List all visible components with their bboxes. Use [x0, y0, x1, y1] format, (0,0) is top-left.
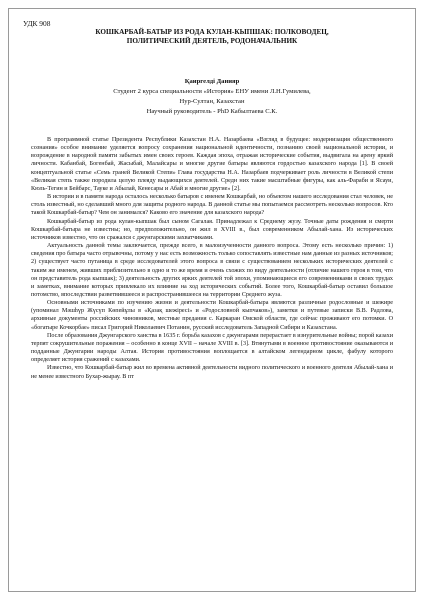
- article-body: [31, 136, 393, 381]
- article-title: [31, 28, 393, 46]
- document-page: [8, 8, 416, 592]
- author-block: [29, 77, 395, 117]
- paragraph: В программной статье Президента Республики Казахстан Н.А. Назарбаева «Взгляд в будущее: модернизация общественного сознания» особое внимание уделяется вопросу сохранения национальной идентичности, познанию своей национальной истории, и возрождение в народной памяти забытых имен своих героев. Каждая эпоха, отражая исторические события, выдвигала на арену яркий личности. Кабанбай, Богенбай, Жасыбай, Малайсары и многие другие батыры являются гордостью казахского народа [1]. В своей концептуальной статье «Семь граней Великой Степи» Глава государства Н.А. Назарбаев подчеркивает роль личности в Великой степи «Великая степь также породила целую плеяду выдающихся деятелей. Средн них такие масштабные фигуры, как аль-Фараби и Ясауи, Кюль-Тегин и Бейбарс, Тауке и Абылай, Кенесары и Абай и многие другие» [2].: [31, 137, 393, 192]
- paragraph: После образования Джунгарского ханства в 1635 г. борьба казахов с джунгарами перерастает в изнурительные войны; порой казахи терпят сокрушительные поражения – особенно в конце XVII – начале XVIII в. [3]. Втянутыми в военное противостояние оказываются и подданные Джунгарии народы Алтая. История противостояния воплощается в алтайском легендарном цикле, фабулу которого определяет история сражений с казахами.: [31, 332, 393, 364]
- author-city: Нур-Султан, Казахстан: [179, 98, 245, 105]
- title-line-1: КОШКАРБАЙ-БАТЫР ИЗ РОДА КУЛАН-КЫПШАК: ПОЛКОВОДЕЦ,: [95, 28, 329, 36]
- paragraph: Основными источниками по изучению жизни и деятельности Кошкарбай-батыра являются различные родословные и шежире (упоминал Мәшһүр Жүсүп Көпейұлы в «Қазақ шежіресі» и «Родословной кыпчаков»), заметки и путевые записки В.В. Радлова, архивные документы российских чиновников, местные предания с. Каркаран Омской области, где сейчас проживают его потомки. О «богатыре Кочкорбае» писал Григорий Николаевич Потанин, русский исследователь Западной Сибири и Казахстана.: [31, 300, 393, 331]
- paragraph: Актуальность данной темы заключается, прежде всего, в малоизученности данного вопроса. Этому есть несколько причин: 1) сведения про батыра часто отрывочны, потому у нас есть возможность только сопоставлять известные нам данные из разных источников; 2) существует часто путаница в среде исследователей этого вопроса в связи с существованием нескольких исторических деятелей с таким же именем, живших приблизительно в одно и то же время и очень схожих по виду деятельности (отличие нашего героя в том, что он представитель рода кыпшак); 3) деятельность других ярких деятелей той эпохи, упоминающиеся его современниками в своих трудах и заметках, внимание которых привлекало их влияние на ход исторических событий. Более того, Кошкарбай-батыр оставил большое потомство, впоследствии разветвившееся и распространившееся на территории Среднего жуза.: [31, 243, 393, 298]
- author-affiliation: Студент 2 курса специальности «История» ЕНУ имени Л.Н.Гумилева,: [113, 88, 311, 95]
- paragraph: В истории и в памяти народа осталось несколько батыров с именем Кошкарбай, но объектом нашего исследования стал человек, не столь известный, но сделавший много для защиты родного народа. В данной статье мы попытаемся рассмотреть несколько вопросов. Кто такой Кошкарбай-батыр? Чем он занимался? Каково его значение для казахского народа?: [31, 194, 393, 217]
- paragraph: Известно, что Кошкарбай-батыр жил во времена активной деятельности видного политического и военного деятеля Абылай-хана и не менее известного Бухар-жырау. В пт: [31, 365, 393, 380]
- paragraph: Кошкарбай-батыр из рода кулан-кыпшак был сыном Сагалая. Принадлежал к Среднему жузу. Точные даты рождения и смерти Кошкарбай-батыра не известны; но, предположительно, он жил в XVIII в., был современником Абылай-хана. Из исторических источников известно, что он сражался с джунгарскими захватчиками.: [31, 218, 393, 241]
- udk-code: УДК 908: [23, 19, 51, 28]
- scientific-advisor: Научный руководитель - PhD Кабылтаева С.К.: [146, 108, 278, 115]
- title-line-2: ПОЛИТИЧЕСКИЙ ДЕЯТЕЛЬ, РОДОНАЧАЛЬНИК: [126, 37, 298, 46]
- author-name: Қаиргелді Данияр: [184, 78, 240, 85]
